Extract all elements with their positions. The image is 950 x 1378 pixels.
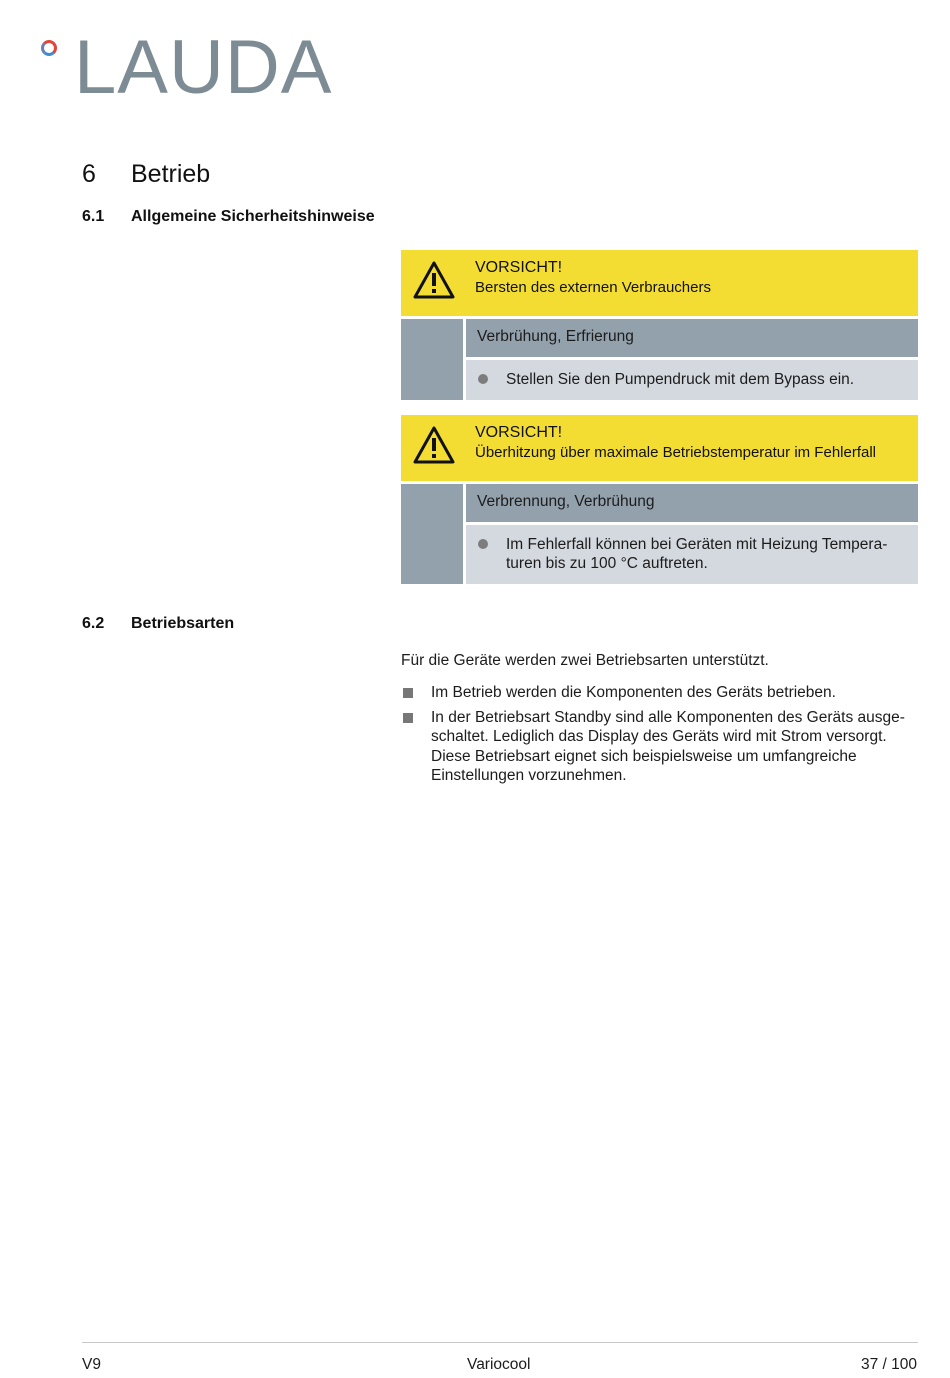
- warning-signal-word: VORSICHT!: [475, 424, 563, 441]
- warning-consequence: Verbrennung, Verbrühung: [466, 484, 918, 522]
- warning-triangle-icon: [413, 426, 455, 464]
- chapter-title: Betrieb: [131, 160, 211, 188]
- chapter-number: 6: [82, 160, 96, 188]
- intro-paragraph: Für die Geräte werden zwei Betriebsarten unterstützt.: [401, 652, 769, 669]
- modes-list: [401, 683, 921, 791]
- warning-box: [401, 415, 918, 584]
- section-title: Betriebsarten: [131, 615, 235, 632]
- warning-header: [401, 415, 918, 481]
- warning-hazard: Überhitzung über maximale Betriebstemperatur im Fehlerfall: [475, 444, 877, 461]
- warning-body: [401, 319, 918, 400]
- warning-triangle-icon: [413, 261, 455, 299]
- list-item: [401, 708, 921, 786]
- list-item-text: In der Betriebsart Standby sind alle Komponenten des Geräts ausge-schaltet. Lediglich das Display des Geräts wird mit Strom versorgt. Diese Betriebsart eignet sich beispielsweise um umfangreiche Einstellungen vorzunehmen.: [431, 708, 905, 784]
- section-number: 6.1: [82, 208, 105, 225]
- warning-header: [401, 250, 918, 316]
- warning-action-text: Stellen Sie den Pumpendruck mit dem Bypass ein.: [506, 371, 855, 388]
- warning-side-bar: [401, 319, 463, 400]
- warning-side-bar: [401, 484, 463, 584]
- warning-action-text: Im Fehlerfall können bei Geräten mit Heizung Tempera-turen bis zu 100 °C auftreten.: [506, 536, 888, 572]
- footer-version: V9: [82, 1356, 101, 1373]
- square-bullet-icon: [403, 713, 413, 723]
- list-item-text: Im Betrieb werden die Komponenten des Geräts betrieben.: [431, 684, 836, 701]
- footer-page-number: 37 / 100: [860, 1356, 917, 1373]
- warning-signal-word: VORSICHT!: [475, 259, 563, 276]
- logo-text: LAUDA: [74, 25, 333, 110]
- footer-product: Variocool: [467, 1356, 531, 1373]
- logo-ring-icon: [41, 40, 57, 56]
- warning-action: [466, 360, 918, 400]
- warning-hazard: Bersten des externen Verbrauchers: [475, 279, 711, 296]
- warning-action: [466, 525, 918, 584]
- square-bullet-icon: [403, 688, 413, 698]
- section-number: 6.2: [82, 615, 105, 632]
- section-title: Allgemeine Sicherheitshinweise: [131, 208, 375, 225]
- warning-consequence: Verbrühung, Erfrierung: [466, 319, 918, 357]
- bullet-dot-icon: [478, 374, 488, 384]
- footer-divider: [82, 1342, 918, 1343]
- list-item: [401, 683, 921, 703]
- bullet-dot-icon: [478, 539, 488, 549]
- warning-box: [401, 250, 918, 400]
- warning-body: [401, 484, 918, 584]
